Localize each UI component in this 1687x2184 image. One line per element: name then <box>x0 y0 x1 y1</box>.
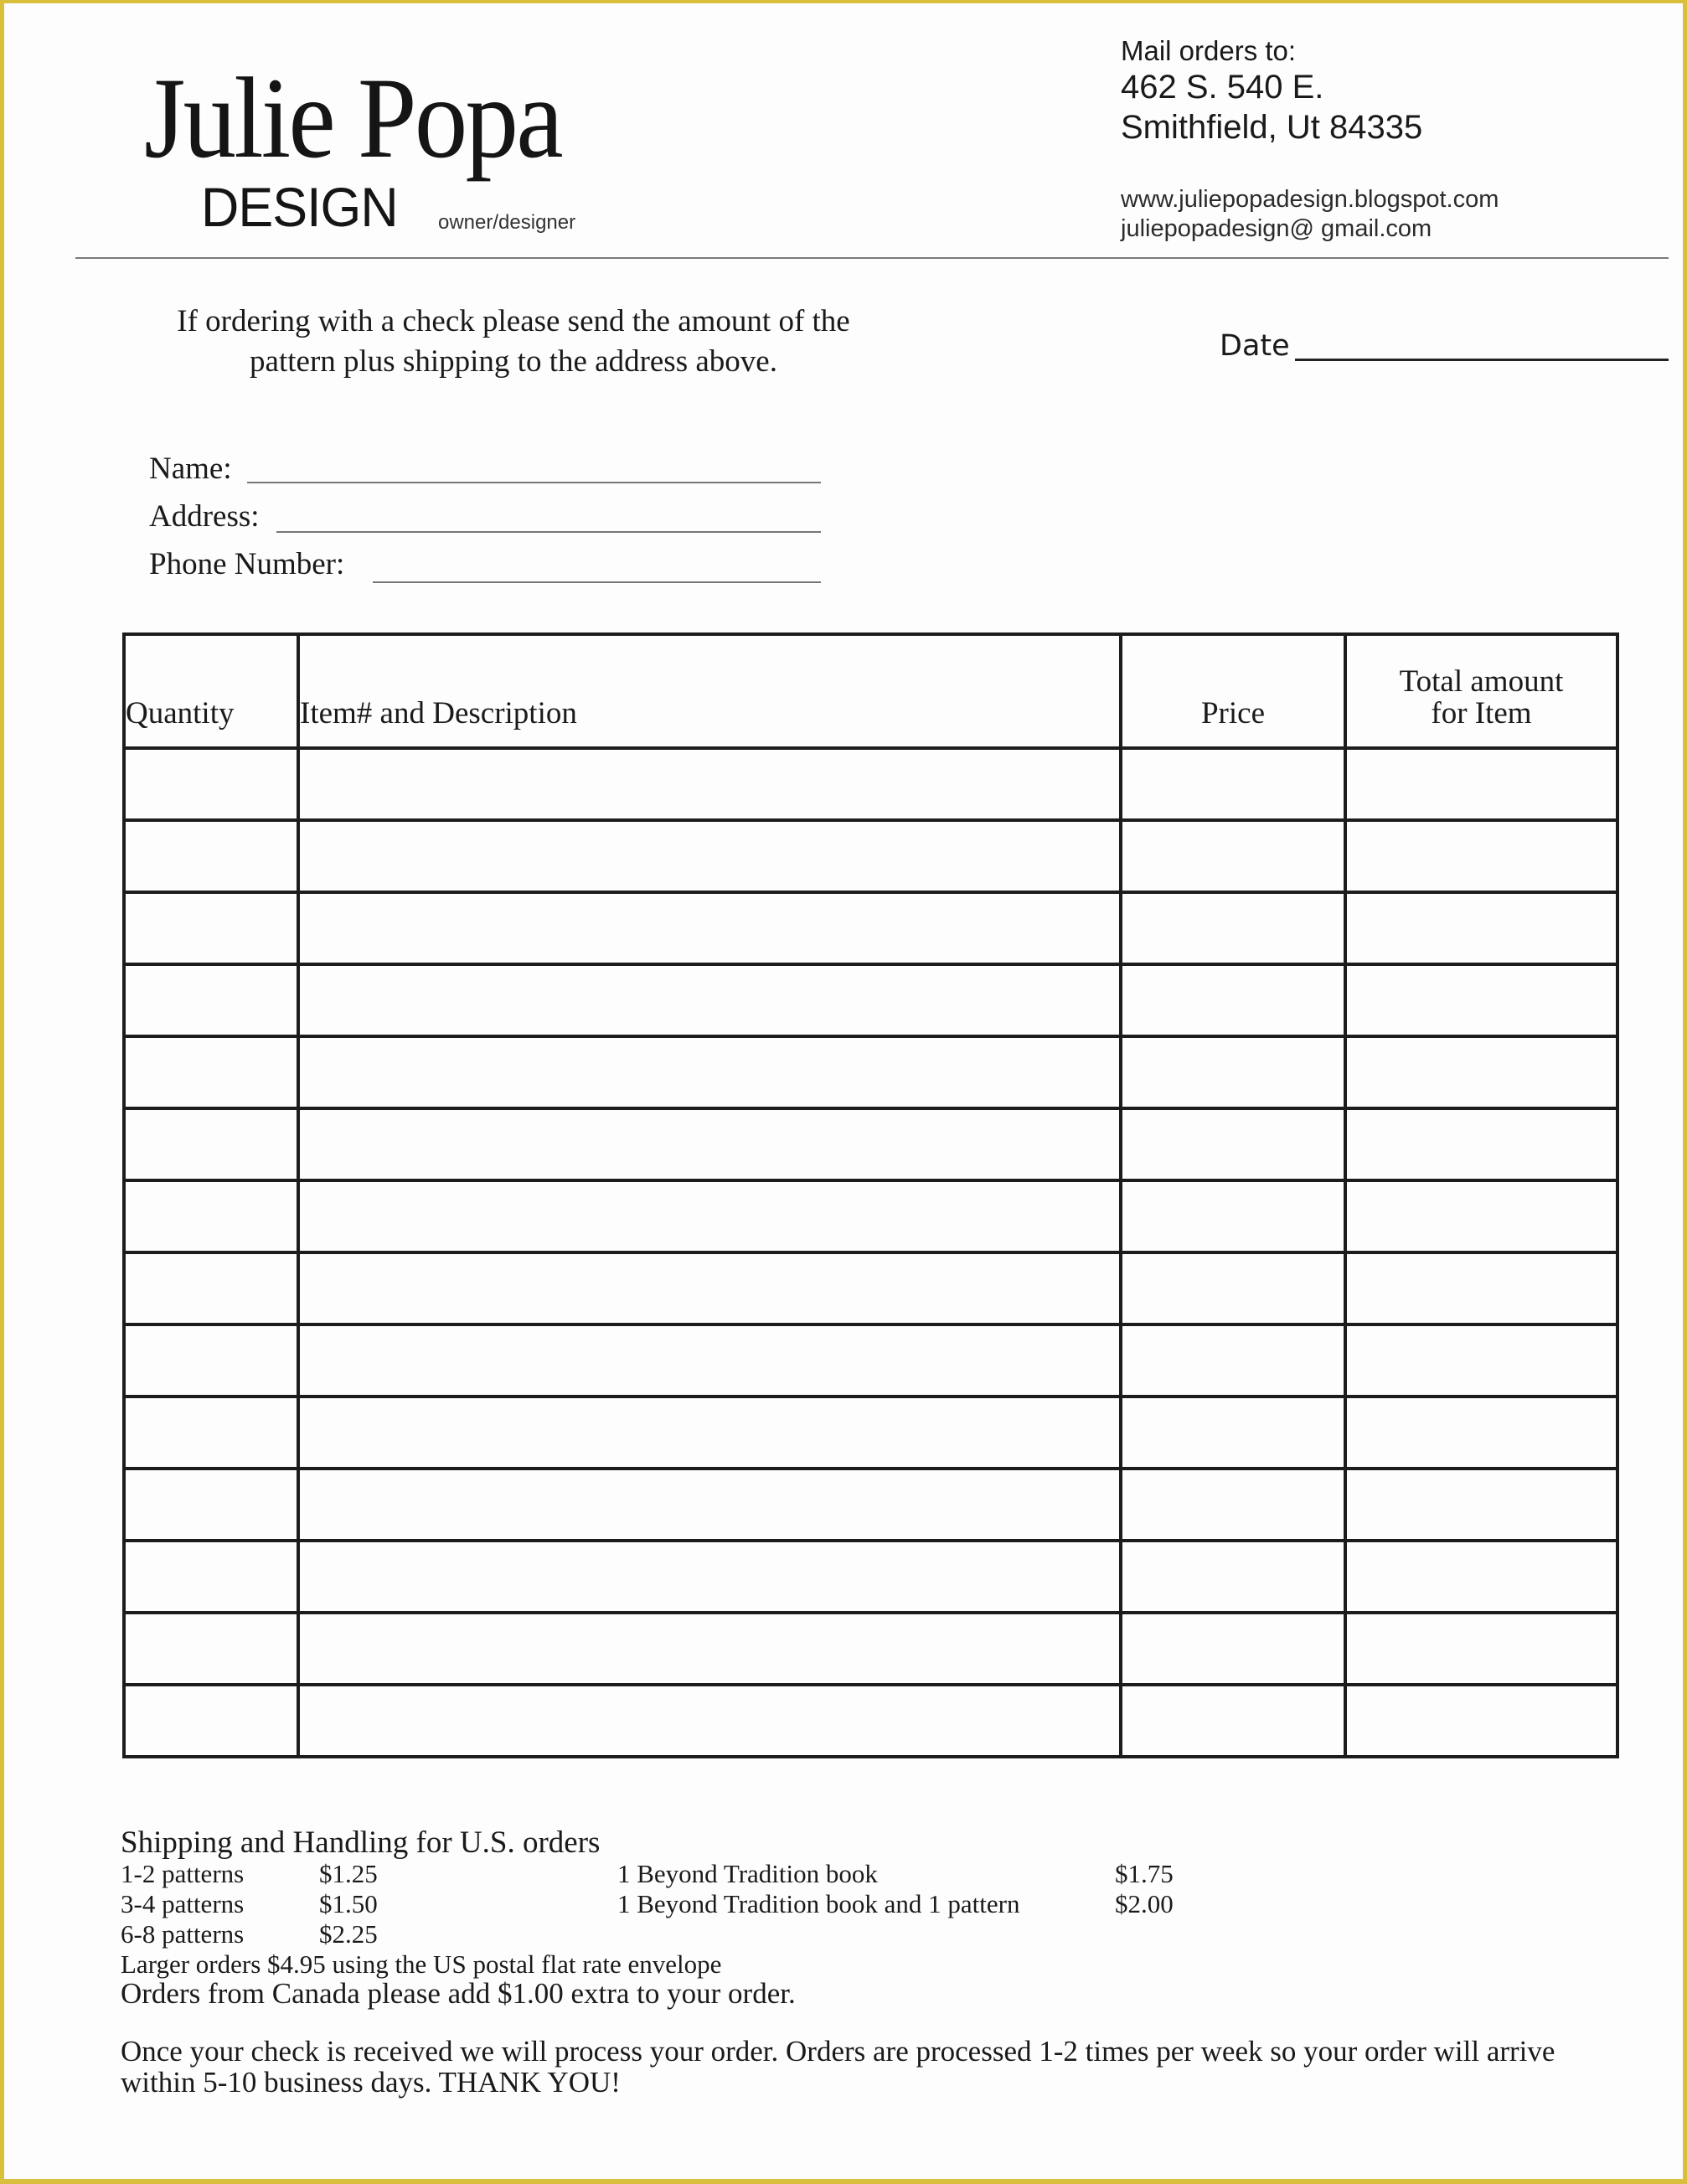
total-cell[interactable] <box>1345 1613 1617 1685</box>
table-row <box>124 1613 1617 1685</box>
rate-price: $1.25 <box>319 1859 378 1888</box>
description-cell[interactable] <box>298 1469 1121 1541</box>
price-cell[interactable] <box>1121 820 1345 892</box>
date-field[interactable] <box>1295 359 1669 361</box>
total-cell[interactable] <box>1345 820 1617 892</box>
quantity-cell[interactable] <box>124 1252 298 1324</box>
quantity-cell[interactable] <box>124 1108 298 1180</box>
total-cell[interactable] <box>1345 1397 1617 1469</box>
order-table <box>122 632 1619 1758</box>
description-cell[interactable] <box>298 1108 1121 1180</box>
table-row <box>124 1685 1617 1757</box>
table-row <box>124 892 1617 964</box>
price-cell[interactable] <box>1121 1108 1345 1180</box>
table-header-row <box>124 634 1617 748</box>
table-row <box>124 1036 1617 1108</box>
table-row <box>124 820 1617 892</box>
address-label: Address: <box>149 499 260 534</box>
header-divider <box>75 257 1669 259</box>
description-cell[interactable] <box>298 748 1121 820</box>
logo-design-word: DESIGN <box>201 176 398 238</box>
price-cell[interactable] <box>1121 1541 1345 1613</box>
address-field[interactable] <box>276 531 821 533</box>
price-cell[interactable] <box>1121 964 1345 1036</box>
name-label: Name: <box>149 452 232 486</box>
book-rate-price: $1.75 <box>1115 1859 1174 1888</box>
rate-label: 3-4 patterns <box>121 1889 245 1918</box>
address-line-2: Smithfield, Ut 84335 <box>1121 109 1423 146</box>
total-cell[interactable] <box>1345 1324 1617 1397</box>
price-cell[interactable] <box>1121 1469 1345 1541</box>
shipping-title: Shipping and Handling for U.S. orders <box>121 1825 601 1860</box>
logo-name: Julie Popa <box>144 54 561 182</box>
price-cell[interactable] <box>1121 1685 1345 1757</box>
quantity-cell[interactable] <box>124 1469 298 1541</box>
price-cell[interactable] <box>1121 1397 1345 1469</box>
total-cell[interactable] <box>1345 1036 1617 1108</box>
quantity-cell[interactable] <box>124 1685 298 1757</box>
total-cell[interactable] <box>1345 892 1617 964</box>
total-cell[interactable] <box>1345 1469 1617 1541</box>
quantity-cell[interactable] <box>124 1397 298 1469</box>
closing-message: Once your check is received we will process your order. Orders are processed 1-2 times per week so your order will arrive within 5-10 business days. THANK YOU! <box>121 2035 1555 2099</box>
quantity-cell[interactable] <box>124 1541 298 1613</box>
table-row <box>124 1108 1617 1180</box>
description-cell[interactable] <box>298 1036 1121 1108</box>
canada-note: Orders from Canada please add $1.00 extra to your order. <box>121 1977 796 2010</box>
address-line-1: 462 S. 540 E. <box>1121 69 1324 106</box>
rate-price: $2.25 <box>319 1919 378 1949</box>
larger-orders-note: Larger orders $4.95 using the US postal flat rate envelope <box>121 1949 722 1979</box>
price-cell[interactable] <box>1121 1180 1345 1252</box>
quantity-cell[interactable] <box>124 820 298 892</box>
book-rate-label: 1 Beyond Tradition book <box>617 1859 878 1888</box>
table-row <box>124 964 1617 1036</box>
description-cell[interactable] <box>298 892 1121 964</box>
email-link[interactable]: juliepopadesign@ gmail.com <box>1121 215 1432 242</box>
col-header-description: Item# and Description <box>298 634 1121 748</box>
table-row <box>124 1252 1617 1324</box>
col-header-total <box>1345 634 1617 748</box>
total-cell[interactable] <box>1345 1541 1617 1613</box>
col-header-total-line2: for Item <box>1431 696 1532 731</box>
quantity-cell[interactable] <box>124 964 298 1036</box>
phone-field[interactable] <box>373 581 821 583</box>
total-cell[interactable] <box>1345 1685 1617 1757</box>
table-row <box>124 748 1617 820</box>
quantity-cell[interactable] <box>124 748 298 820</box>
total-cell[interactable] <box>1345 1180 1617 1252</box>
description-cell[interactable] <box>298 964 1121 1036</box>
col-header-price: Price <box>1121 634 1345 748</box>
description-cell[interactable] <box>298 1324 1121 1397</box>
price-cell[interactable] <box>1121 1324 1345 1397</box>
description-cell[interactable] <box>298 1613 1121 1685</box>
table-row <box>124 1469 1617 1541</box>
website-link[interactable]: www.juliepopadesign.blogspot.com <box>1121 186 1499 213</box>
col-header-total-line1: Total amount <box>1399 664 1564 699</box>
table-row <box>124 1324 1617 1397</box>
book-rate-label: 1 Beyond Tradition book and 1 pattern <box>617 1889 1020 1918</box>
total-cell[interactable] <box>1345 964 1617 1036</box>
price-cell[interactable] <box>1121 1036 1345 1108</box>
quantity-cell[interactable] <box>124 1036 298 1108</box>
quantity-cell[interactable] <box>124 892 298 964</box>
description-cell[interactable] <box>298 1685 1121 1757</box>
phone-label: Phone Number: <box>149 547 345 581</box>
quantity-cell[interactable] <box>124 1613 298 1685</box>
description-cell[interactable] <box>298 1252 1121 1324</box>
mail-orders-label: Mail orders to: <box>1121 35 1297 66</box>
price-cell[interactable] <box>1121 748 1345 820</box>
rate-label: 1-2 patterns <box>121 1859 245 1888</box>
description-cell[interactable] <box>298 1397 1121 1469</box>
table-row <box>124 1180 1617 1252</box>
description-cell[interactable] <box>298 1180 1121 1252</box>
quantity-cell[interactable] <box>124 1180 298 1252</box>
rate-label: 6-8 patterns <box>121 1919 245 1949</box>
order-rows <box>124 748 1617 1757</box>
description-cell[interactable] <box>298 820 1121 892</box>
total-cell[interactable] <box>1345 1108 1617 1180</box>
price-cell[interactable] <box>1121 1252 1345 1324</box>
description-cell[interactable] <box>298 1541 1121 1613</box>
check-instructions: If ordering with a check please send the amount of the pattern plus shipping to the address above. <box>177 304 850 379</box>
table-row <box>124 1541 1617 1613</box>
price-cell[interactable] <box>1121 892 1345 964</box>
date-label: Date <box>1220 329 1290 363</box>
price-cell[interactable] <box>1121 1613 1345 1685</box>
col-header-quantity: Quantity <box>124 634 298 748</box>
rate-price: $1.50 <box>319 1889 378 1918</box>
total-cell[interactable] <box>1345 1252 1617 1324</box>
name-field[interactable] <box>247 482 821 483</box>
logo-role: owner/designer <box>438 211 576 234</box>
table-row <box>124 1397 1617 1469</box>
total-cell[interactable] <box>1345 748 1617 820</box>
book-rate-price: $2.00 <box>1115 1889 1174 1918</box>
quantity-cell[interactable] <box>124 1324 298 1397</box>
